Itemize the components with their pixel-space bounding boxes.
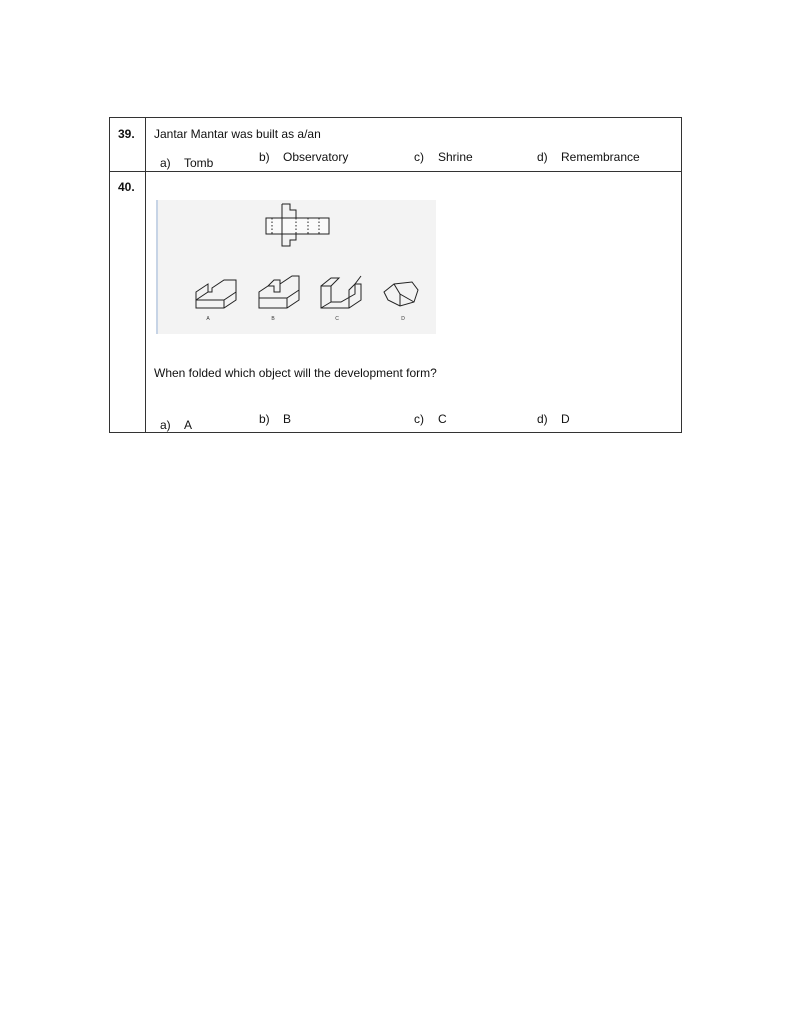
figure-label-c: C: [335, 316, 339, 322]
option-b: [259, 150, 348, 164]
option-a: [160, 418, 192, 432]
option-text: C: [438, 412, 447, 426]
option-letter: d): [537, 150, 548, 164]
option-c: [414, 412, 447, 426]
row-divider: [110, 171, 681, 172]
development-net: [266, 204, 329, 246]
option-letter: c): [414, 150, 424, 164]
option-a: [160, 156, 213, 170]
option-text: Observatory: [283, 150, 349, 164]
question-number: 39.: [118, 127, 135, 141]
option-letter: c): [414, 412, 424, 426]
object-b: [259, 276, 299, 308]
option-b: [259, 412, 291, 426]
object-d: [384, 282, 418, 306]
option-text: Remembrance: [561, 150, 640, 164]
option-c: [414, 150, 473, 164]
option-d: [537, 150, 640, 164]
option-text: A: [184, 418, 193, 432]
development-figure: [156, 200, 436, 334]
question-number: 40.: [118, 180, 135, 194]
object-c: [321, 276, 361, 308]
option-letter: b): [259, 412, 270, 426]
option-letter: a): [160, 418, 171, 432]
question-text: When folded which object will the development form?: [154, 366, 437, 380]
option-letter: a): [160, 156, 171, 170]
option-letter: b): [259, 150, 270, 164]
option-text: D: [561, 412, 570, 426]
figure-drawing: [156, 200, 436, 334]
option-text: Tomb: [184, 156, 214, 170]
object-a: [196, 280, 236, 308]
figure-label-d: D: [401, 316, 405, 322]
option-text: Shrine: [438, 150, 473, 164]
option-text: B: [283, 412, 292, 426]
question-table: [109, 117, 682, 433]
figure-label-a: A: [206, 316, 210, 322]
figure-label-b: B: [271, 316, 275, 322]
option-letter: d): [537, 412, 548, 426]
question-text: Jantar Mantar was built as a/an: [154, 127, 321, 141]
column-divider: [145, 118, 146, 432]
option-d: [537, 412, 570, 426]
